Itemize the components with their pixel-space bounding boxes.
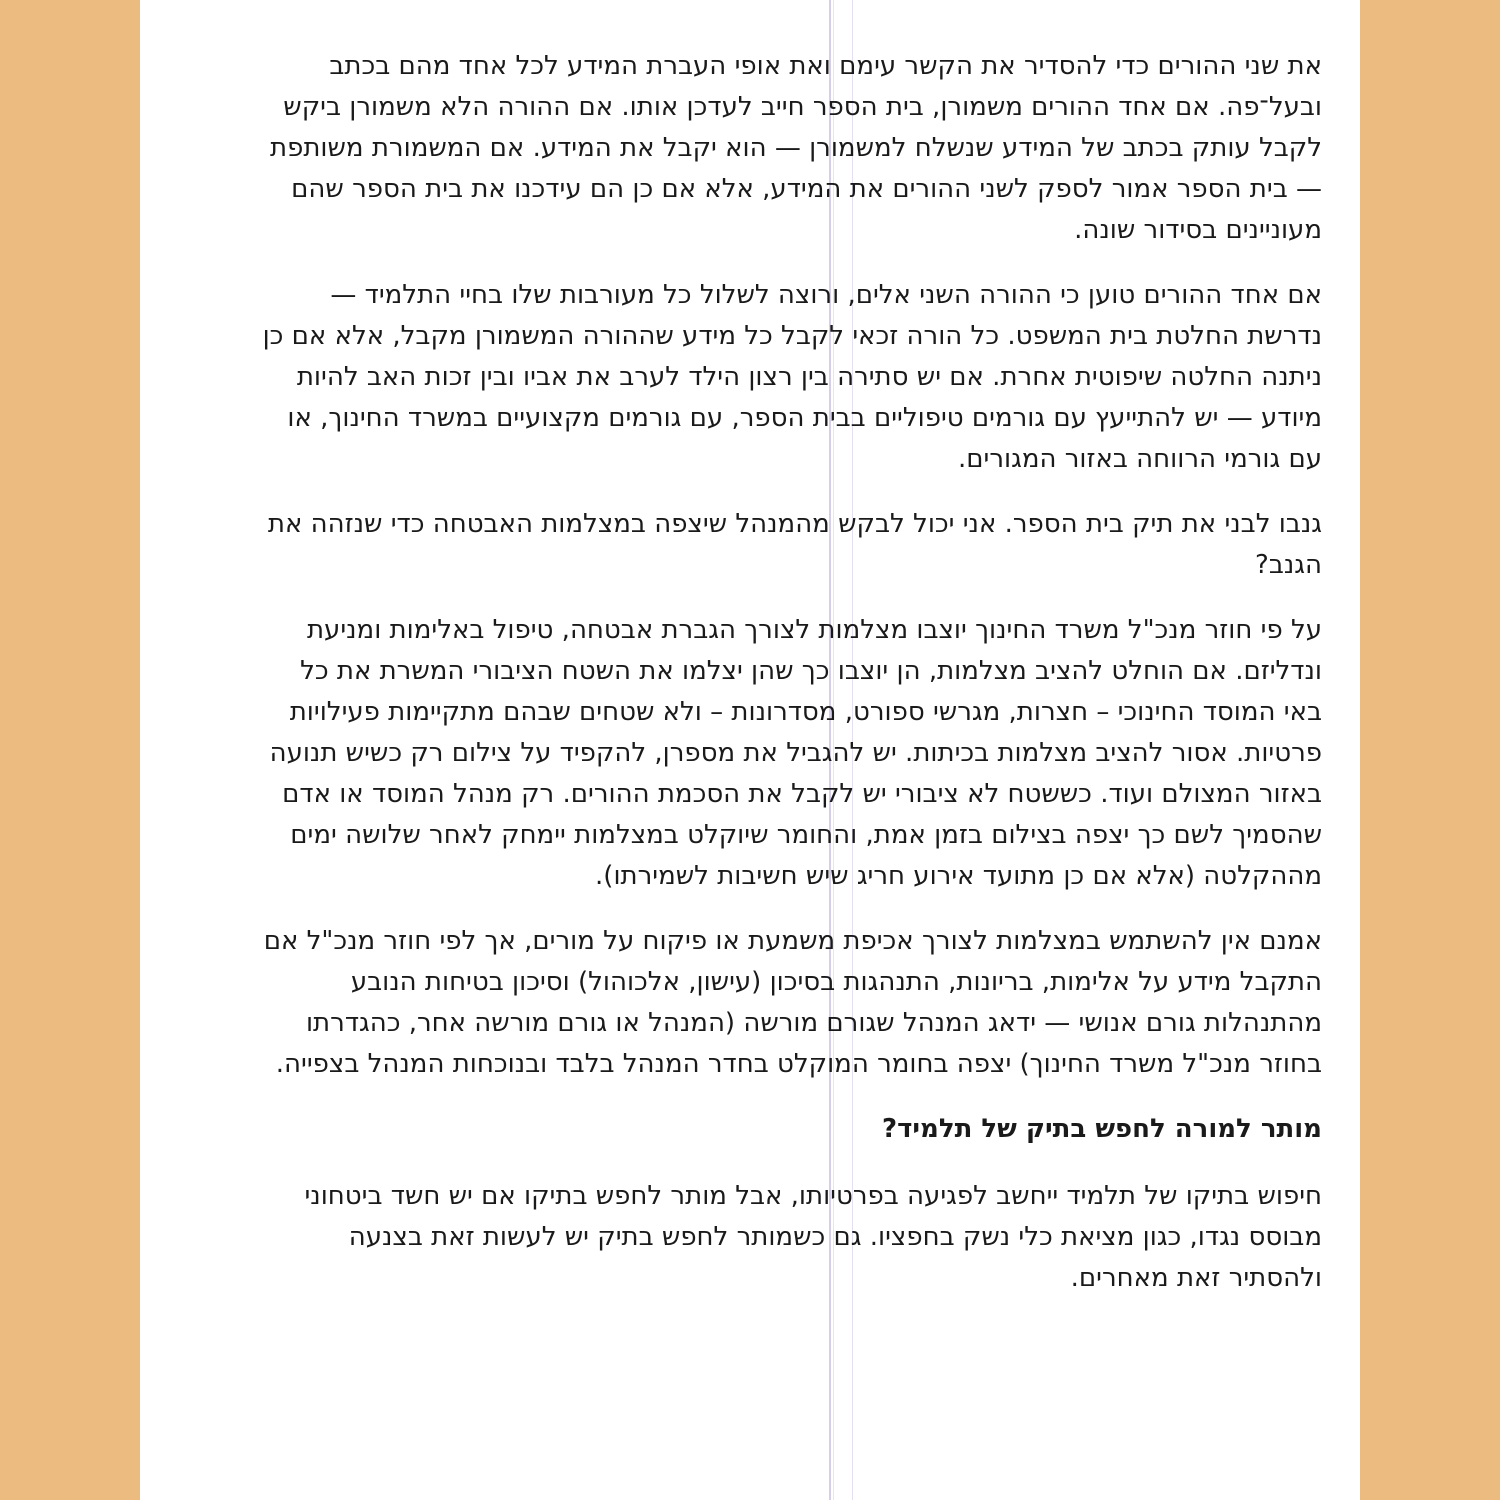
paragraph-custody-info: את שני ההורים כדי להסדיר את הקשר עימם ואת אופי העברת המידע לכל אחד מהם בכתב ובעל־פה. אם אחד ההורים משמורן, בית הספר חייב לעדכן אותו. אם ההורה הלא משמורן ביקש לקבל עותק בכתב של המידע שנשלח למשמורן — הוא יקבל את המידע. אם המשמורת משותפת — בית הספר אמור לספק לשני ההורים את המידע, אלא אם כן הם עידכנו את בית הספר שהם מעוניינים בסידור שונה. (270, 51, 1322, 245)
document-body (260, 46, 1322, 1323)
question-stolen-bag: גנבו לבני את תיק בית הספר. אני יכול לבקש מהמנהל שיצפה במצלמות האבטחה כדי שנזהה את הגנב? (267, 509, 1322, 580)
paragraph-camera-use: אמנם אין להשתמש במצלמות לצורך אכיפת משמעת או פיקוח על מורים, אך לפי חוזר מנכ"ל אם התקבל מידע על אלימות, בריונות, התנהגות בסיכון (עישון, אלכוהול) וסיכון בטיחות הנובע מהתנהלות גורם אנושי — ידאג המנהל שגורם מורשה (המנהל או גורם מורשה אחר, כהגדרתו בחוזר מנכ"ל משרד החינוך) יצפה בחומר המוקלט בחדר המנהל בלבד ובנוכחות המנהל בצפייה. (263, 926, 1322, 1079)
section-heading-bag-search: מותר למורה לחפש בתיק של תלמיד? (882, 1114, 1322, 1144)
paragraph-bag-search: חיפוש בתיקו של תלמיד ייחשב לפגיעה בפרטיותו, אבל מותר לחפש בתיקו אם יש חשד ביטחוני מבוסס נגדו, כגון מציאת כלי נשק בחפציו. גם כשמותר לחפש בתיק יש לעשות זאת בצנעה ולהסתיר זאת מאחרים. (304, 1181, 1322, 1293)
paragraph-violent-parent: אם אחד ההורים טוען כי ההורה השני אלים, ורוצה לשלול כל מעורבות שלו בחיי התלמיד — נדרשת החלטת בית המשפט. כל הורה זכאי לקבל כל מידע שההורה המשמורן מקבל, אלא אם כן ניתנה החלטה שיפוטית אחרת. אם יש סתירה בין רצון הילד לערב את אביו ובין זכות האב להיות מיודע — יש להתייעץ עם גורמים טיפוליים בבית הספר, עם גורמים מקצועיים במשרד החינוך, או עם גורמי הרווחה באזור המגורים. (262, 280, 1322, 474)
paragraph-security-cameras: על פי חוזר מנכ"ל משרד החינוך יוצבו מצלמות לצורך הגברת אבטחה, טיפול באלימות ומניעת ונדליזם. אם הוחלט להציב מצלמות, הן יוצבו כך שהן יצלמו את השטח הציבורי המשרת את כל באי המוסד החינוכי – חצרות, מגרשי ספורט, מסדרונות – ולא שטחים שבהם מתקיימות פעילויות פרטיות. אסור להציב מצלמות בכיתות. יש להגביל את מספרן, להקפיד על צילום רק כשיש תנועה באזור המצולם ועוד. כששטח לא ציבורי יש לקבל את הסכמת ההורים. רק מנהל המוסד או אדם שהסמיך לשם כך יצפה בצילום בזמן אמת, והחומר שיוקלט במצלמות יימחק לאחר שלושה ימים מההקלטה (אלא אם כן מתועד אירוע חריג שיש חשיבות לשמירתו). (269, 615, 1322, 891)
scanned-page (140, 0, 1360, 1500)
